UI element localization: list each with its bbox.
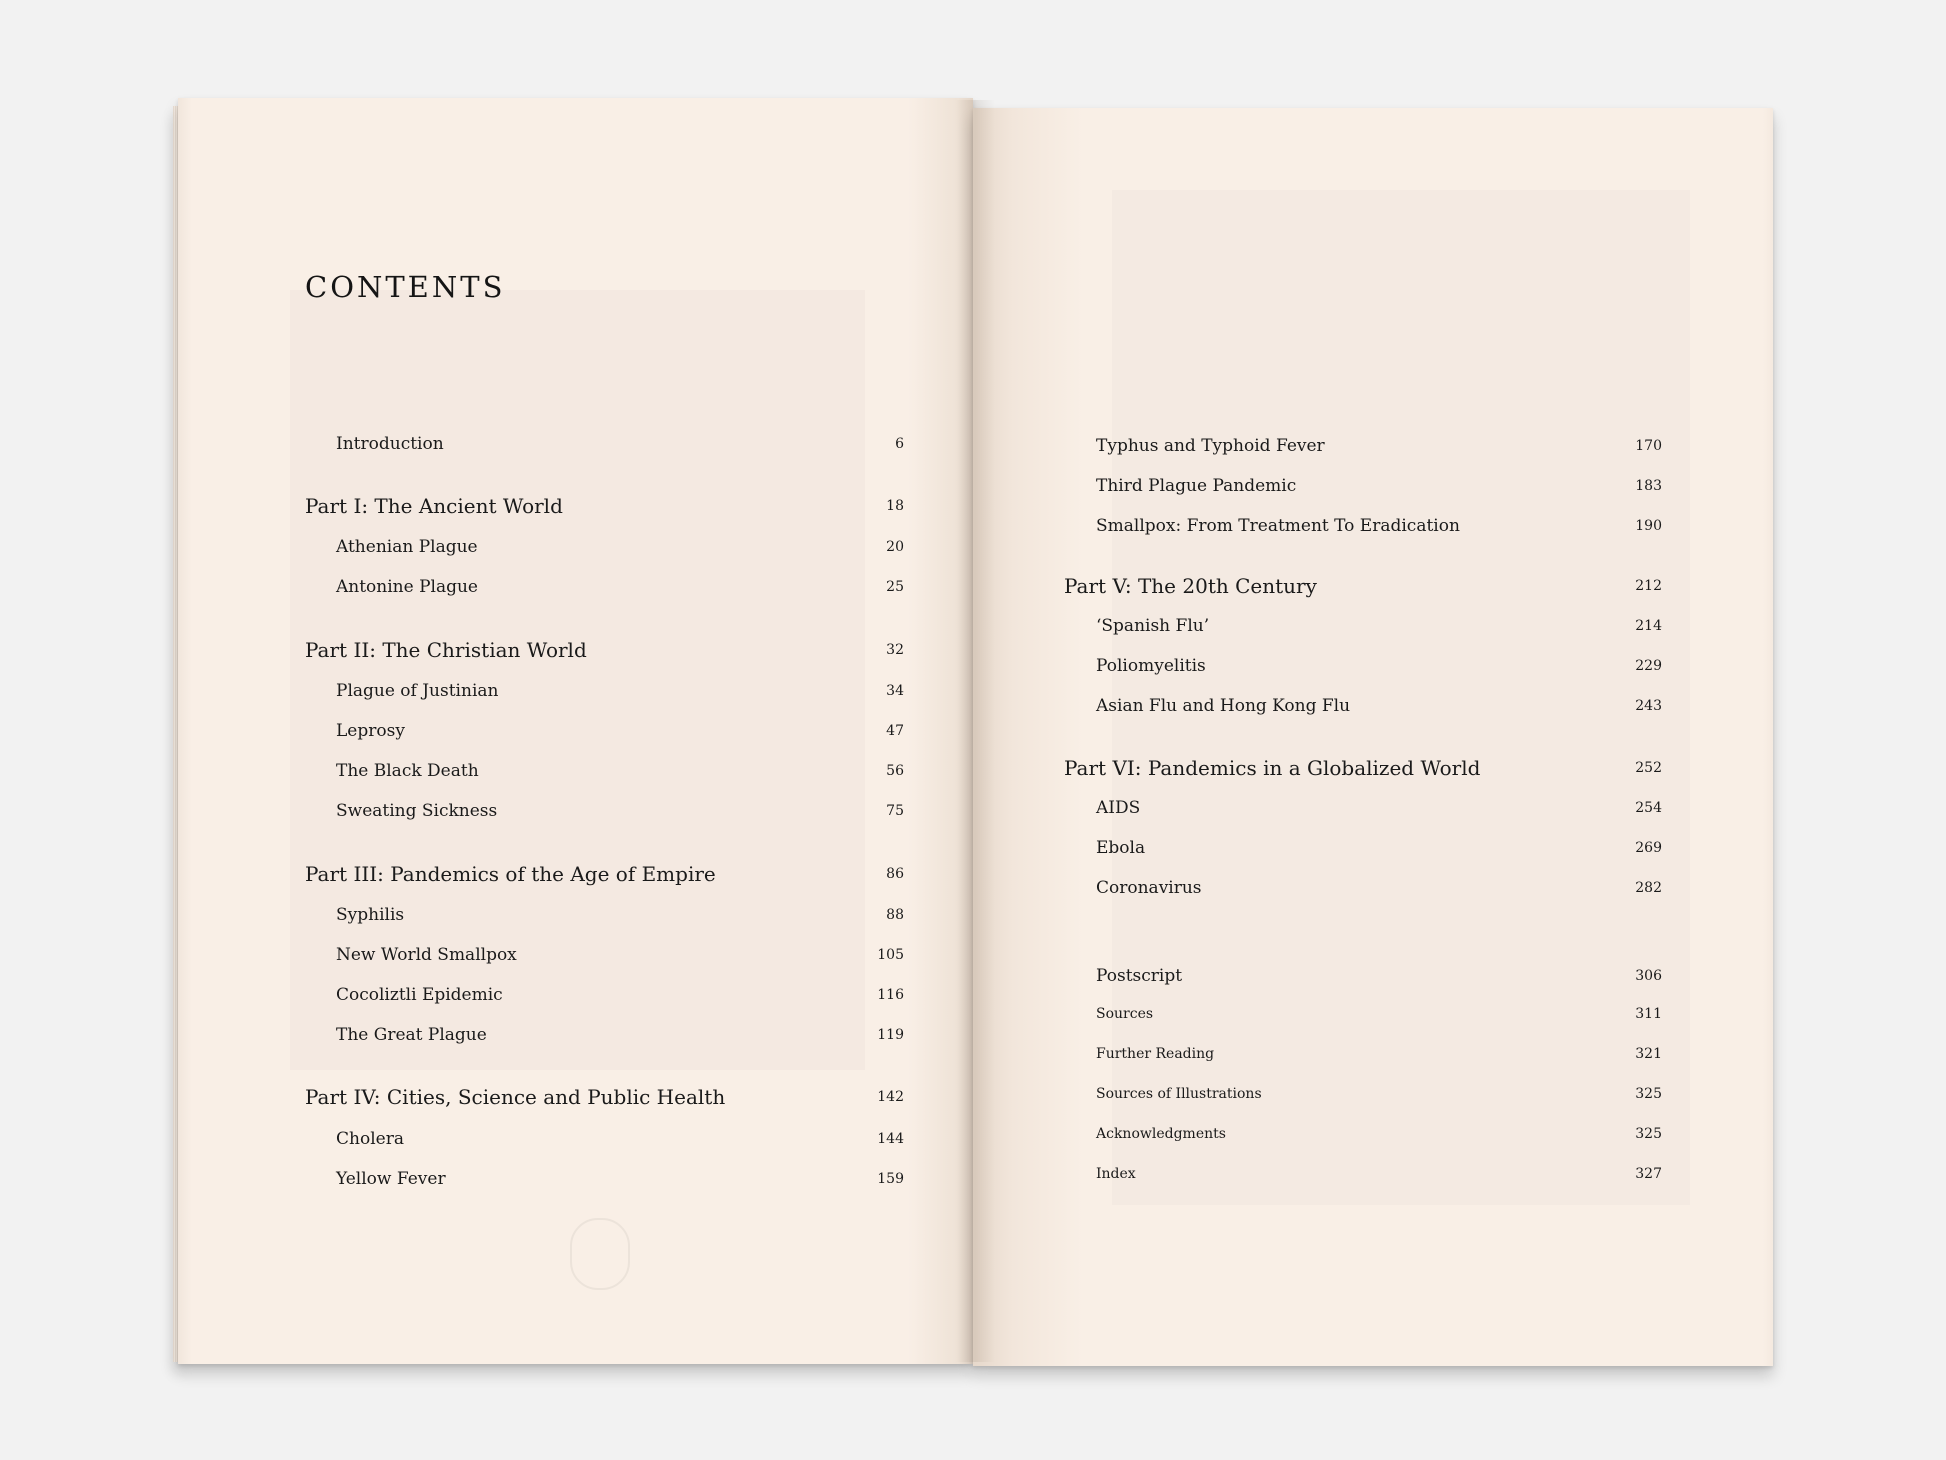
toc-entry [336,941,904,969]
toc-entry [1096,794,1662,822]
toc-part-entry [1064,572,1662,600]
toc-entry-page-number: 269 [1635,840,1662,856]
toc-entry-page-number: 214 [1635,618,1662,634]
toc-entry-page-number: 212 [1635,578,1662,594]
toc-entry-title: ‘Spanish Flu’ [1096,616,1210,636]
toc-entry [336,1125,904,1153]
toc-entry-title: Syphilis [336,905,405,925]
toc-entry-title: The Great Plague [336,1025,487,1045]
toc-entry [1096,834,1662,862]
toc-entry-title: Part III: Pandemics of the Age of Empire [305,862,716,886]
toc-entry-page-number: 159 [877,1171,904,1187]
toc-entry-page-number: 119 [877,1027,904,1043]
toc-entry-title: Introduction [336,434,444,454]
toc-entry-page-number: 20 [886,539,904,555]
toc-part-entry [305,492,904,520]
toc-part-entry [305,860,904,888]
toc-entry-title: Poliomyelitis [1096,656,1206,676]
toc-entry-title: Leprosy [336,721,405,741]
toc-entry [336,717,904,745]
toc-entry-page-number: 56 [886,763,904,779]
toc-entry-title: Asian Flu and Hong Kong Flu [1096,696,1351,716]
toc-part-entry [1064,754,1662,782]
toc-entry [336,757,904,785]
toc-entry-title: Smallpox: From Treatment To Eradication [1096,516,1460,536]
toc-entry-page-number: 183 [1635,478,1662,494]
toc-entry-page-number: 34 [886,683,904,699]
toc-entry-page-number: 75 [886,803,904,819]
toc-entry-page-number: 243 [1635,698,1662,714]
toc-entry-page-number: 229 [1635,658,1662,674]
toc-entry-page-number: 325 [1635,1126,1662,1142]
toc-entry-title: Part I: The Ancient World [305,494,563,518]
toc-part-entry [305,636,904,664]
toc-entry-title: Coronavirus [1096,878,1202,898]
toc-entry-page-number: 190 [1635,518,1662,534]
toc-entry-title: Part VI: Pandemics in a Globalized World [1064,756,1481,780]
toc-entry [1096,1080,1662,1108]
toc-entry-page-number: 105 [877,947,904,963]
toc-entry-page-number: 32 [886,642,904,658]
toc-entry [336,430,904,458]
toc-entry [336,533,904,561]
toc-entry-title: The Black Death [336,761,479,781]
spine-shadow [955,100,995,1362]
toc-entry-page-number: 311 [1635,1006,1662,1022]
toc-entry-title: Part II: The Christian World [305,638,587,662]
toc-entry-title: Athenian Plague [336,537,478,557]
toc-entry-page-number: 142 [877,1089,904,1105]
toc-entry-title: Further Reading [1096,1046,1215,1062]
toc-entry-title: Part V: The 20th Century [1064,574,1317,598]
toc-entry-title: Part IV: Cities, Science and Public Health [305,1085,726,1109]
contents-heading: CONTENTS [305,270,506,304]
toc-entry-page-number: 88 [886,907,904,923]
toc-entry [1096,1120,1662,1148]
toc-entry [1096,692,1662,720]
toc-entry [1096,874,1662,902]
toc-entry [1096,1160,1662,1188]
toc-entry-title: Sources [1096,1006,1154,1022]
toc-entry [336,1021,904,1049]
toc-entry-page-number: 282 [1635,880,1662,896]
toc-entry-title: Index [1096,1166,1136,1182]
toc-entry-title: Postscript [1096,966,1183,986]
toc-entry-title: Sources of Illustrations [1096,1086,1262,1102]
toc-entry [1096,432,1662,460]
toc-entry-title: Antonine Plague [336,577,478,597]
publisher-logo-show-through [570,1218,630,1290]
toc-entry [336,677,904,705]
toc-entry-title: Third Plague Pandemic [1096,476,1297,496]
toc-entry-page-number: 170 [1635,438,1662,454]
toc-entry-page-number: 325 [1635,1086,1662,1102]
toc-entry-page-number: 144 [877,1131,904,1147]
toc-entry-page-number: 86 [886,866,904,882]
toc-entry-page-number: 25 [886,579,904,595]
toc-entry-title: Cocoliztli Epidemic [336,985,503,1005]
toc-entry-title: Typhus and Typhoid Fever [1096,436,1325,456]
toc-entry [1096,512,1662,540]
toc-entry [336,573,904,601]
toc-entry [1096,472,1662,500]
toc-entry-page-number: 6 [895,436,904,452]
toc-entry [336,901,904,929]
toc-entry-page-number: 116 [877,987,904,1003]
toc-entry-page-number: 252 [1635,760,1662,776]
toc-entry [1096,612,1662,640]
toc-entry-title: Yellow Fever [336,1169,446,1189]
toc-entry [1096,1040,1662,1068]
toc-entry-title: Sweating Sickness [336,801,498,821]
toc-entry-page-number: 254 [1635,800,1662,816]
toc-entry [1096,652,1662,680]
toc-entry-page-number: 306 [1635,968,1662,984]
toc-entry-title: AIDS [1096,798,1141,818]
toc-entry [336,1165,904,1193]
toc-entry [336,797,904,825]
toc-entry-title: Acknowledgments [1096,1126,1226,1142]
toc-entry-page-number: 327 [1635,1166,1662,1182]
toc-entry-title: Plague of Justinian [336,681,499,701]
toc-part-entry [305,1083,904,1111]
toc-entry-title: Ebola [1096,838,1146,858]
toc-entry [1096,1000,1662,1028]
toc-entry [336,981,904,1009]
toc-entry [1096,962,1662,990]
toc-entry-page-number: 18 [886,498,904,514]
toc-entry-page-number: 47 [886,723,904,739]
toc-entry-title: New World Smallpox [336,945,517,965]
toc-entry-title: Cholera [336,1129,404,1149]
toc-entry-page-number: 321 [1635,1046,1662,1062]
